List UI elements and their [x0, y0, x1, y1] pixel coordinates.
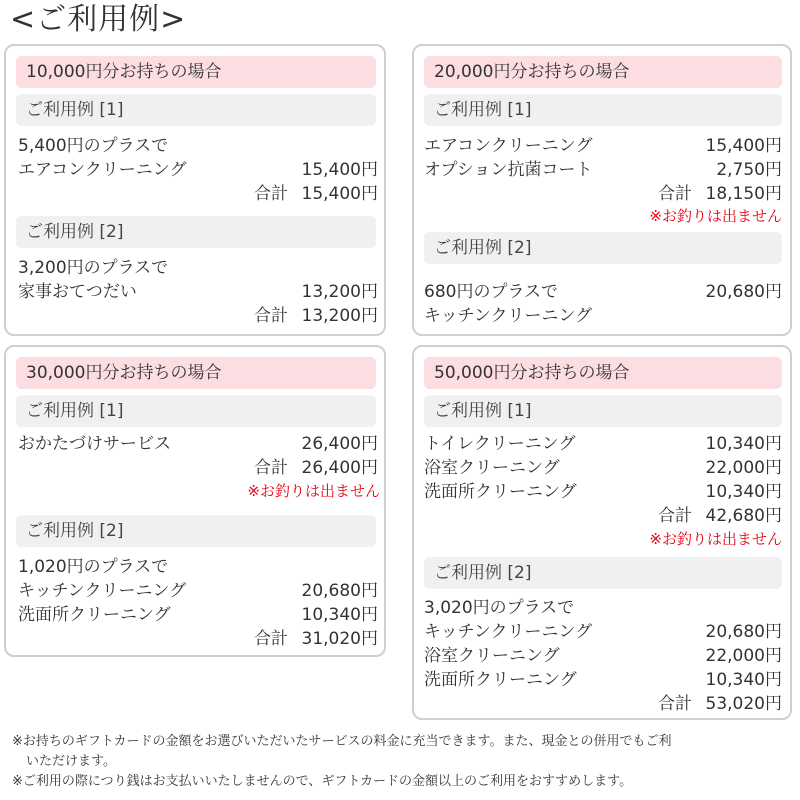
example-total: 合計 53,020円: [658, 694, 782, 714]
no-change-note: ※お釣りは出ません: [247, 482, 380, 500]
example-text: 5,400円のプラスで: [18, 136, 169, 156]
example-label: ご利用例 [2]: [424, 232, 782, 264]
footnote-giftcard-usage: ※お持ちのギフトカードの金額をお選びいただいたサービスの料金に充当できます。また、現金との併用でもご利 いただけます。: [12, 734, 672, 769]
example-label: ご利用例 [2]: [16, 216, 376, 248]
example-text: 3,020円のプラスで: [424, 598, 575, 618]
case-heading: 10,000円分お持ちの場合: [16, 56, 376, 88]
example-label: ご利用例 [1]: [16, 94, 376, 126]
example-item: 家事おてつだい 13,200円: [18, 282, 378, 302]
example-label: ご利用例 [1]: [424, 94, 782, 126]
case-heading: 50,000円分お持ちの場合: [424, 357, 782, 389]
no-change-note: ※お釣りは出ません: [649, 530, 782, 548]
example-item: オプション抗菌コート 2,750円: [424, 160, 782, 180]
example-label: ご利用例 [2]: [16, 515, 376, 547]
example-total: 合計 18,150円: [658, 184, 782, 204]
example-total: 合計 26,400円: [254, 458, 378, 478]
example-label: ご利用例 [2]: [424, 557, 782, 589]
case-card-30000: [4, 345, 386, 657]
example-item: 洗面所クリーニング 10,340円: [424, 670, 782, 690]
example-item: 洗面所クリーニング 10,340円: [18, 605, 378, 625]
example-item: 浴室クリーニング 22,000円: [424, 458, 782, 478]
no-change-note: ※お釣りは出ません: [649, 207, 782, 225]
example-item: 680円のプラスで 20,680円: [424, 282, 782, 302]
example-item: エアコンクリーニング 15,400円: [18, 160, 378, 180]
case-heading: 20,000円分お持ちの場合: [424, 56, 782, 88]
example-item: 洗面所クリーニング 10,340円: [424, 482, 782, 502]
example-item: 浴室クリーニング 22,000円: [424, 646, 782, 666]
example-item: トイレクリーニング 10,340円: [424, 434, 782, 454]
footnote-no-change-warning: ※ご利用の際につり銭はお支払いいたしませんので、ギフトカードの金額以上のご利用をおすすめします。: [12, 774, 633, 789]
example-total: 合計 42,680円: [658, 506, 782, 526]
case-heading: 30,000円分お持ちの場合: [16, 357, 376, 389]
example-text: 1,020円のプラスで: [18, 557, 169, 577]
example-total: 合計 31,020円: [254, 629, 378, 649]
example-text: 3,200円のプラスで: [18, 258, 169, 278]
page-title: <ご利用例>: [10, 2, 187, 37]
example-item: おかたづけサービス 26,400円: [18, 434, 378, 454]
example-item: キッチンクリーニング 20,680円: [424, 622, 782, 642]
example-label: ご利用例 [1]: [424, 395, 782, 427]
case-card-10000: [4, 44, 386, 336]
example-total: 合計 13,200円: [254, 306, 378, 326]
example-item: キッチンクリーニング 20,680円: [18, 581, 378, 601]
example-total: 合計 15,400円: [254, 184, 378, 204]
case-card-20000: [412, 44, 792, 336]
case-card-50000: [412, 345, 792, 720]
example-text: キッチンクリーニング: [424, 306, 593, 326]
example-label: ご利用例 [1]: [16, 395, 376, 427]
example-item: エアコンクリーニング 15,400円: [424, 136, 782, 156]
